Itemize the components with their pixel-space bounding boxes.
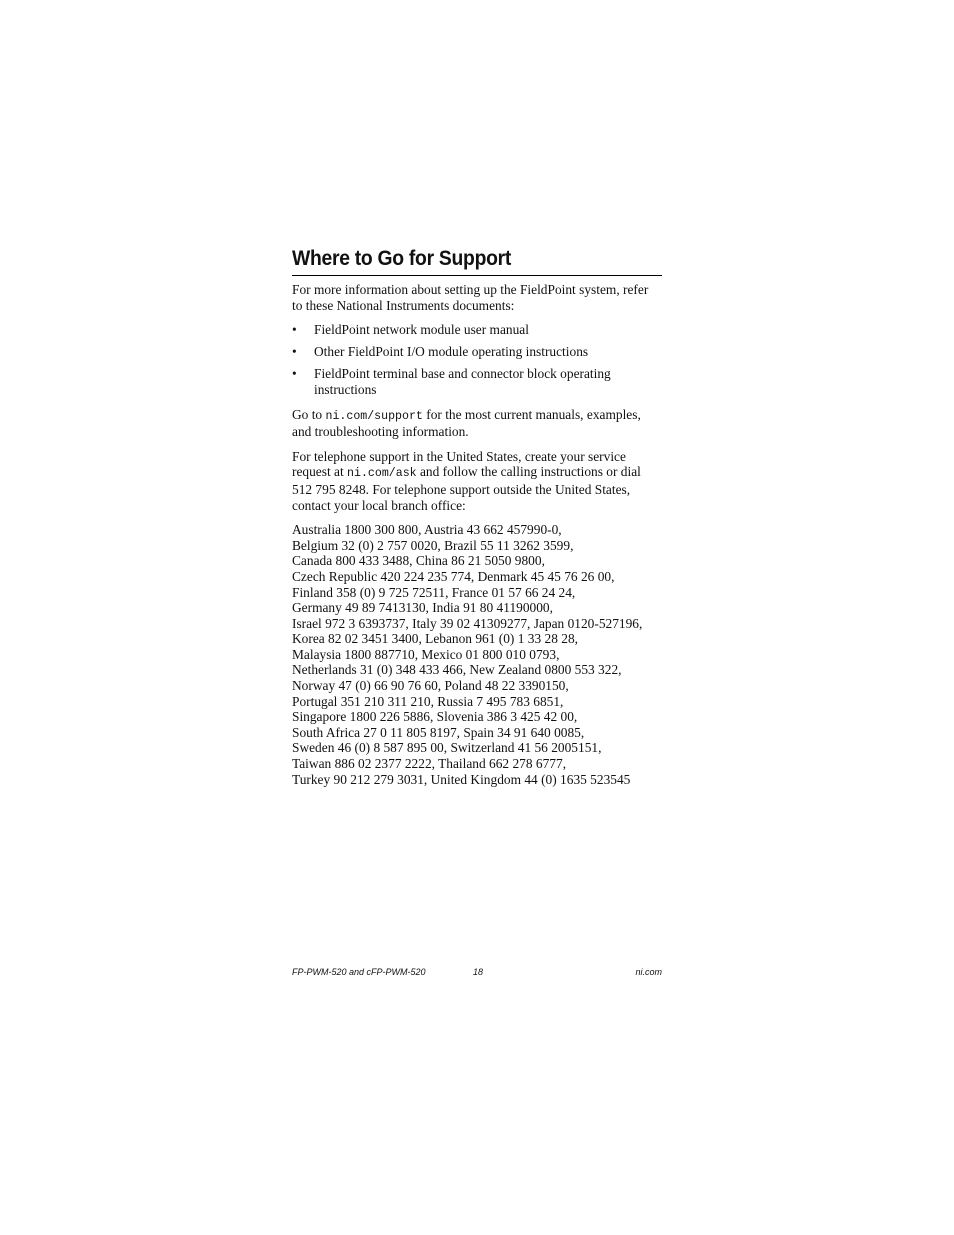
page-content bbox=[292, 246, 662, 787]
heading-rule bbox=[292, 275, 662, 276]
footer-site: ni.com bbox=[635, 967, 662, 977]
support-link[interactable]: ni.com/support bbox=[325, 409, 423, 423]
web-support-paragraph bbox=[292, 407, 662, 440]
branch-office-line: Australia 1800 300 800, Austria 43 662 457990-0, bbox=[292, 522, 562, 538]
list-item-text: Other FieldPoint I/O module operating instructions bbox=[314, 344, 589, 360]
branch-office-line: Israel 972 3 6393737, Italy 39 02 41309277, Japan 0120-527196, bbox=[292, 615, 643, 631]
branch-office-line: Portugal 351 210 311 210, Russia 7 495 783 6851, bbox=[292, 693, 564, 709]
branch-office-line: Netherlands 31 (0) 348 433 466, New Zealand 0800 553 322, bbox=[292, 662, 622, 678]
bullet-icon: • bbox=[292, 322, 297, 338]
section-heading: Where to Go for Support bbox=[292, 247, 512, 270]
footer-page-number: 18 bbox=[473, 967, 484, 977]
branch-office-line: Norway 47 (0) 66 90 76 60, Poland 48 22 3390150, bbox=[292, 678, 569, 694]
phone-support-prefix: For telephone support in the United States, create your service request at bbox=[292, 448, 626, 480]
web-support-suffix: for the most current manuals, examples, and troubleshooting information. bbox=[292, 406, 641, 440]
ask-link[interactable]: ni.com/ask bbox=[347, 467, 417, 481]
phone-support-suffix: and follow the calling instructions or dial 512 795 8248. For telephone support outside the United States, contact your local branch office: bbox=[292, 464, 641, 513]
footer-product: FP-PWM-520 and cFP-PWM-520 bbox=[292, 967, 426, 977]
branch-office-list bbox=[292, 522, 662, 787]
branch-office-line: South Africa 27 0 11 805 8197, Spain 34 91 640 0085, bbox=[292, 724, 585, 740]
web-support-prefix: Go to bbox=[292, 406, 326, 422]
list-item-text: FieldPoint network module user manual bbox=[314, 322, 529, 338]
intro-paragraph: For more information about setting up the FieldPoint system, refer to these National Instruments documents: bbox=[292, 282, 649, 313]
list-item bbox=[292, 366, 662, 397]
branch-office-line: Canada 800 433 3488, China 86 21 5050 9800, bbox=[292, 553, 545, 569]
document-list bbox=[292, 322, 662, 397]
branch-office-line: Sweden 46 (0) 8 587 895 00, Switzerland 41 56 2005151, bbox=[292, 740, 602, 756]
branch-office-line: Finland 358 (0) 9 725 72511, France 01 57 66 24 24, bbox=[292, 584, 576, 600]
branch-office-line: Taiwan 886 02 2377 2222, Thailand 662 278 6777, bbox=[292, 756, 567, 772]
bullet-icon: • bbox=[292, 366, 297, 382]
branch-office-line: Singapore 1800 226 5886, Slovenia 386 3 425 42 00, bbox=[292, 709, 578, 725]
bullet-icon: • bbox=[292, 344, 297, 360]
branch-office-line: Malaysia 1800 887710, Mexico 01 800 010 0793, bbox=[292, 646, 560, 662]
phone-support-paragraph bbox=[292, 449, 662, 513]
branch-office-line: Turkey 90 212 279 3031, United Kingdom 44 (0) 1635 523545 bbox=[292, 771, 631, 787]
page-footer bbox=[292, 966, 662, 980]
list-item-text: FieldPoint terminal base and connector block operating instructions bbox=[314, 366, 611, 397]
list-item bbox=[292, 344, 662, 360]
branch-office-line: Belgium 32 (0) 2 757 0020, Brazil 55 11 3262 3599, bbox=[292, 537, 574, 553]
branch-office-line: Germany 49 89 7413130, India 91 80 41190000, bbox=[292, 600, 553, 616]
branch-office-line: Korea 82 02 3451 3400, Lebanon 961 (0) 1 33 28 28, bbox=[292, 631, 578, 647]
list-item bbox=[292, 322, 662, 338]
branch-office-line: Czech Republic 420 224 235 774, Denmark 45 45 76 26 00, bbox=[292, 568, 615, 584]
